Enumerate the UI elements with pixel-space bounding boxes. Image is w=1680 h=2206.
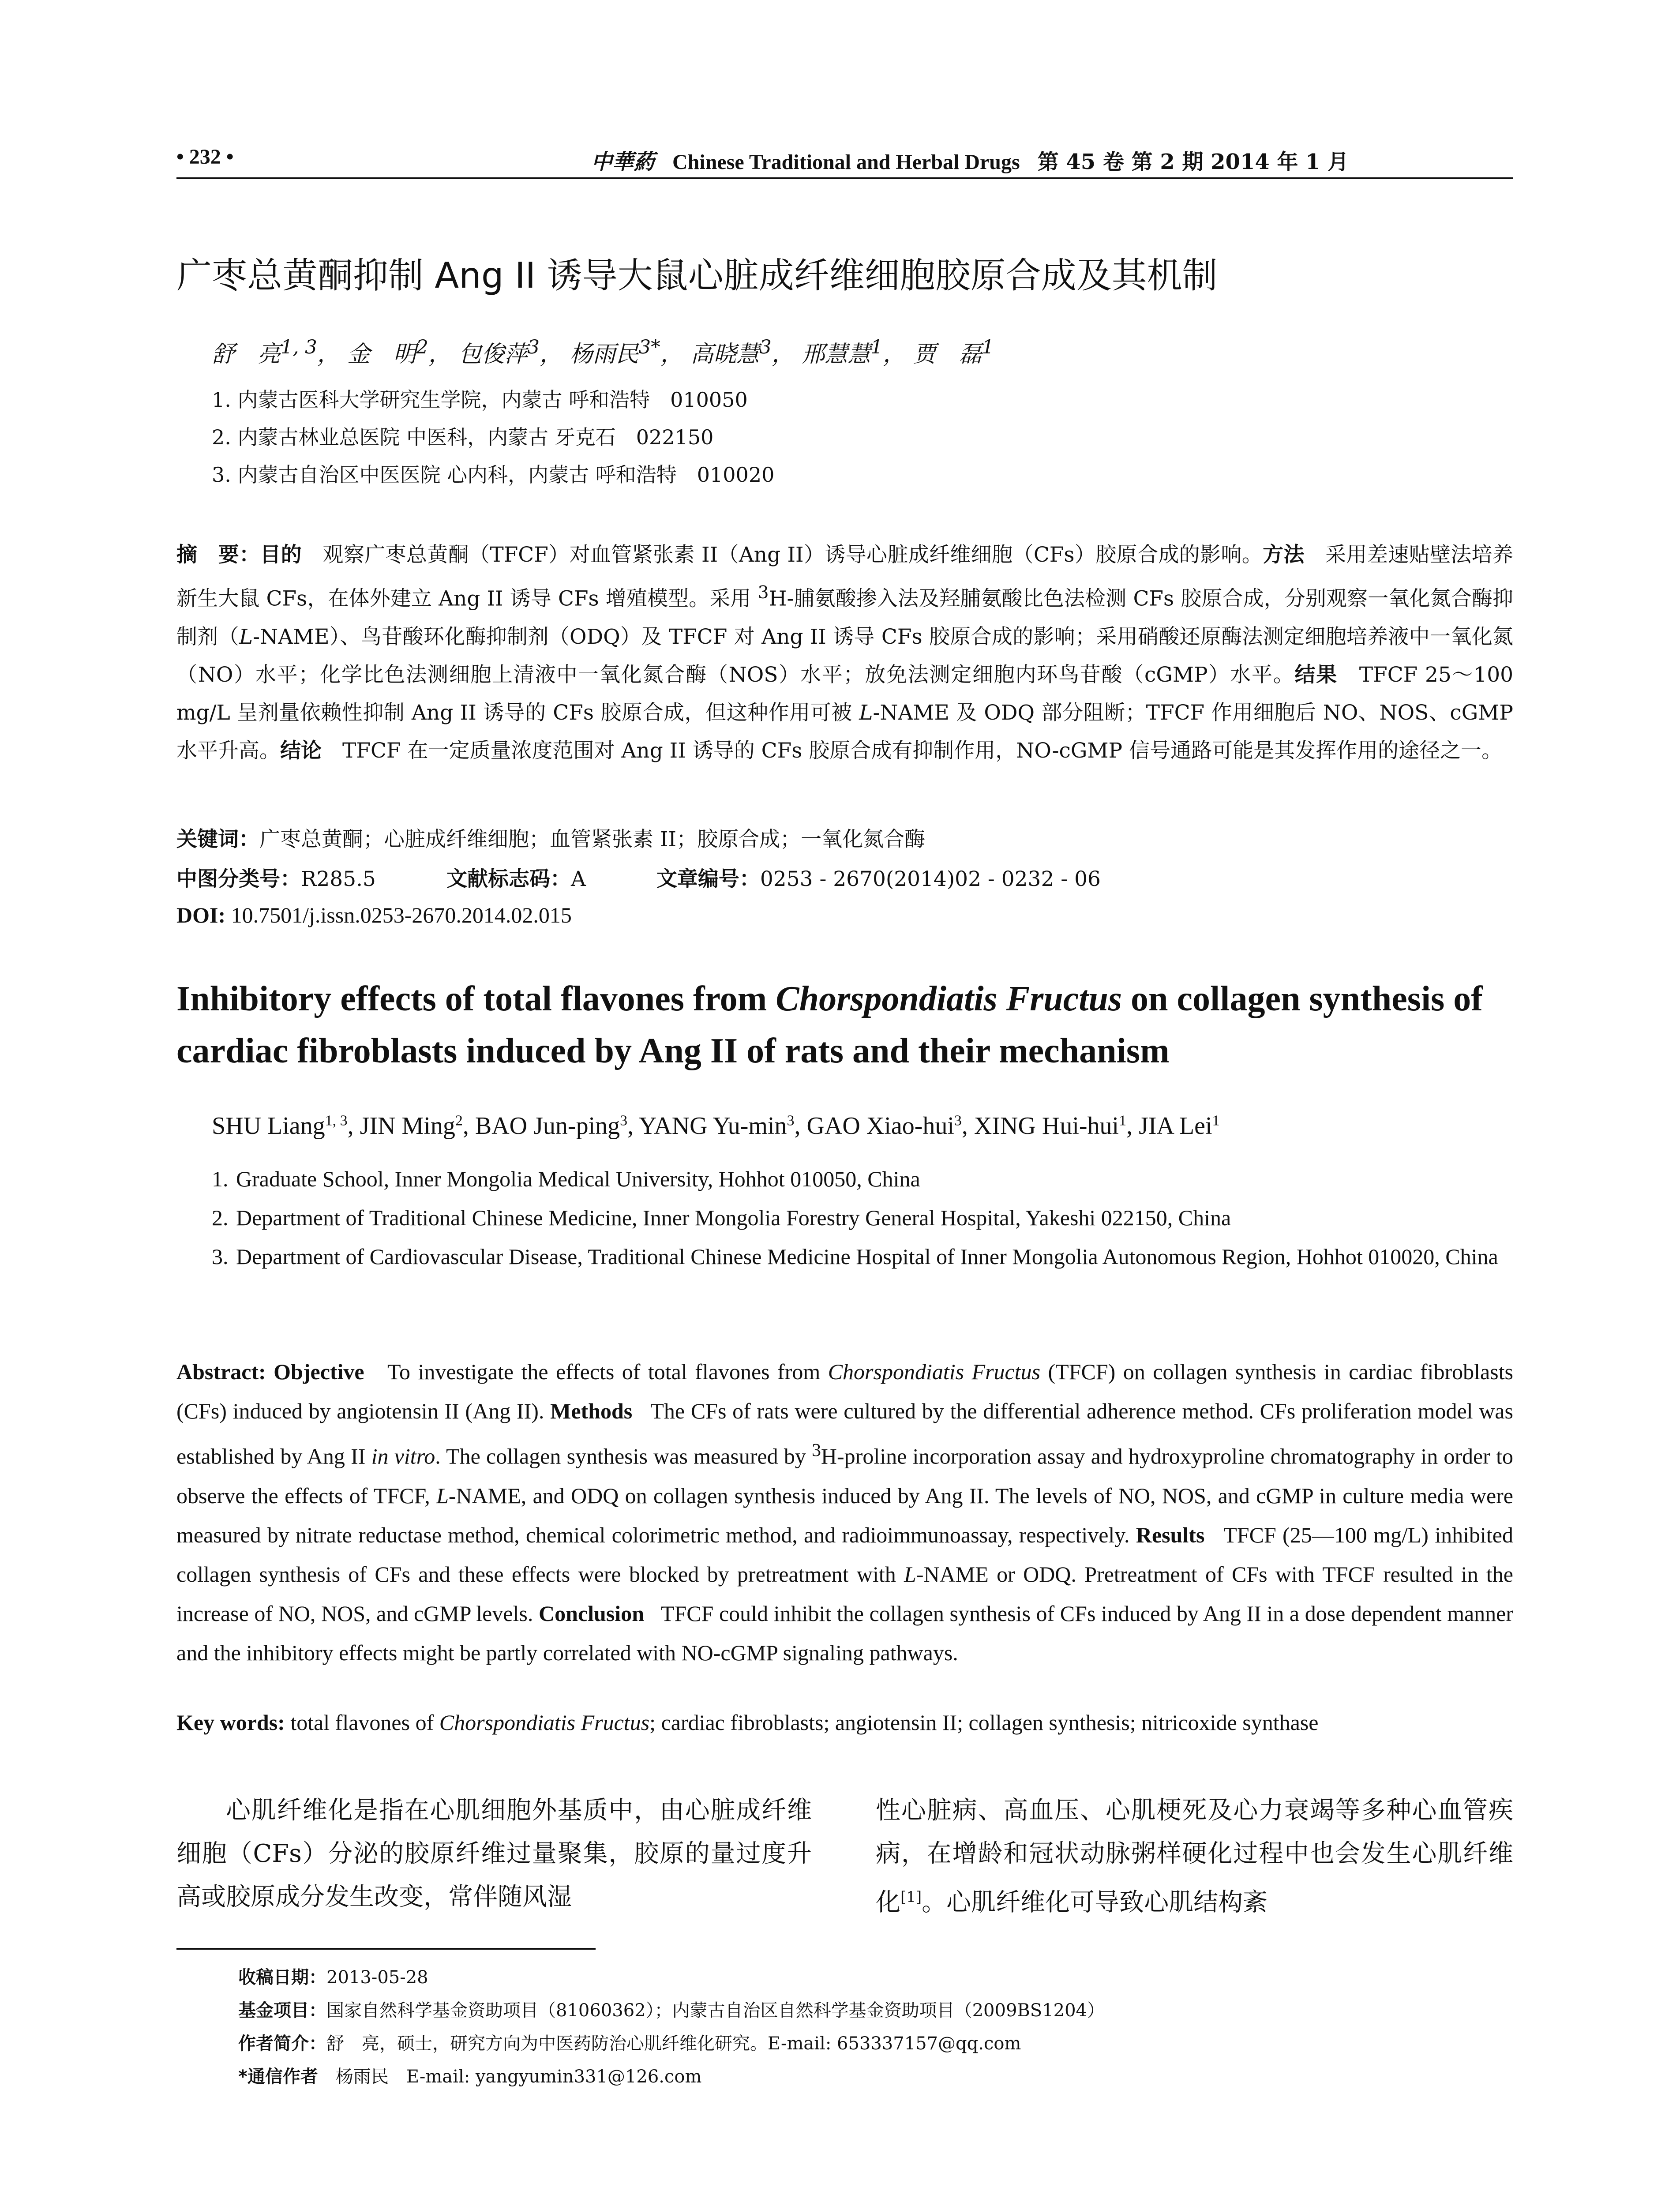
cn-author: 包俊萍 (458, 341, 528, 368)
en-abstract-italic: in vitro (371, 1444, 435, 1469)
cn-classification (176, 863, 1101, 892)
en-objective-label: Abstract: Objective (176, 1359, 364, 1384)
footnote-label: 基金项目： (238, 2000, 326, 2021)
cn-author-sup: 1 (870, 336, 883, 359)
en-author: JIA Lei (1139, 1112, 1212, 1140)
en-results-label: Results (1136, 1522, 1205, 1547)
cn-keywords (176, 823, 925, 852)
cn-methods-text: 采用差速贴壁法培养新生大鼠 CFs，在体外建立 Ang II 诱导 CFs 增殖模型。采用 (176, 543, 1514, 611)
cn-abstract (176, 536, 1513, 770)
en-conclusion-label: Conclusion (539, 1601, 644, 1626)
cn-author-sup: 3 (759, 336, 772, 359)
cn-author: 贾 磊 (913, 341, 982, 368)
footnote-corresponding (238, 2063, 701, 2088)
affil-number: 2. (212, 1205, 229, 1230)
footnote-text: 2013-05-28 (326, 1967, 428, 1988)
en-keywords-text: total flavones of (285, 1710, 439, 1735)
en-abstract-text: (TFCF) on collagen synthesis in cardiac fibroblasts (CFs) induced by angiotensin II (Ang II). (176, 1359, 1513, 1423)
cn-author-sup: 3* (638, 336, 660, 359)
en-methods-label: Methods (550, 1399, 633, 1423)
en-title (176, 973, 1544, 1077)
en-authors: SHU Liang$^{1, 3}$, JIN Ming$^2$, BAO Jun-ping$^3$, YANG $Yu-\min^3$, GAO Xiao-hui$^3$, XING Hui-hui$^1$, JIA Lei$^1$ (212, 1112, 1220, 1140)
en-abstract-text: -NAME or ODQ. Pretreatment of CFs with TFCF resulted in the increase of NO, NOS, and cGMP levels. (176, 1561, 1513, 1626)
en-author-sup: 3 (620, 1112, 628, 1129)
en-abstract-sup: 3 (812, 1440, 821, 1460)
en-abstract-italic: L (904, 1561, 916, 1587)
footnote-label: 作者简介： (238, 2033, 326, 2054)
footnote-rule (176, 1948, 596, 1950)
affil-number: 1. (212, 1167, 229, 1191)
cn-results-text: TFCF 25～100 mg/L 呈剂量依赖性抑制 Ang II 诱导的 CFs 胶原合成，但这种作用可被 (176, 662, 1514, 725)
footnote-author (238, 2030, 1021, 2055)
body-column-left: 心肌纤维化是指在心肌细胞外基质中，由心脏成纤维细胞（CFs）分泌的胶原纤维过量聚集，胶原的量过度升高或胶原成分发生改变，常伴随风湿 (176, 1796, 812, 1911)
en-abstract-text: The CFs of rats were cultured by the differential adherence method. CFs proliferation model was established by Ang II (176, 1399, 1513, 1469)
en-keywords-label: Key words: (176, 1710, 285, 1735)
cn-results-label: 结果 (1294, 662, 1338, 687)
cn-abstract-label: 摘 要： (176, 543, 260, 567)
cn-author: 邢慧慧 (802, 341, 871, 368)
journal-logo: 中華葯 (591, 150, 655, 174)
footnote-fund (238, 1996, 1105, 2022)
en-abstract (176, 1352, 1513, 1673)
affil-text: Department of Traditional Chinese Medicine, Inner Mongolia Forestry General Hospital, Yakeshi 022150, China (236, 1205, 1231, 1230)
body-column-right (876, 1789, 1513, 1925)
article-no-value: 0253 - 2670(2014)02 - 0232 - 06 (760, 867, 1101, 891)
cn-author-sup: 1 (982, 336, 994, 359)
en-title-text: Inhibitory effects of total flavones from (176, 979, 776, 1018)
cn-results-text: -NAME 及 ODQ 部分阻断；TFCF 作用细胞后 NO、NOS、cGMP 水平升高。 (176, 700, 1513, 763)
en-abstract-text: TFCF (25—100 mg/L) inhibited collagen synthesis of CFs and these effects were blocked by pretreatment with (176, 1522, 1513, 1587)
footnote-label: 收稿日期： (238, 1967, 326, 1988)
en-title-italic: Chorspondiatis Fructus (776, 979, 1122, 1018)
cn-methods-text: -NAME）、鸟苷酸环化酶抑制剂（ODQ）及 TFCF 对 Ang II 诱导 CFs 胶原合成的影响；采用硝酸还原酶法测定细胞培养液中一氧化氮（NO）水平；化学比色法测细胞上清液中一氧化氮合酶（NOS）水平；放免法测定细胞内环鸟苷酸（cGMP）水平。 (176, 624, 1514, 687)
cn-lname: L (859, 700, 873, 725)
footnote-text: 舒 亮，硕士，研究方向为中医药防治心肌纤维化研究。E-mail: 653337157@qq.com (326, 2033, 1021, 2054)
footnote-received (238, 1963, 428, 1988)
en-keywords-italic: Chorspondiatis Fructus (439, 1710, 650, 1735)
en-abstract-italic: L (436, 1483, 449, 1508)
cn-author-sup: 1, 3 (281, 336, 317, 359)
cn-affiliation-1: 1. 内蒙古医科大学研究生学院，内蒙古 呼和浩特 010050 (212, 388, 748, 412)
journal-name: Chinese Traditional and Herbal Drugs (672, 150, 1020, 174)
header-rule (176, 177, 1513, 179)
en-keywords-text: ; cardiac fibroblasts; angiotensin II; collagen synthesis; nitricoxide synthase (649, 1710, 1319, 1735)
cn-author: 舒 亮 (212, 341, 281, 368)
en-abstract-italic: Chorspondiatis Fructus (828, 1359, 1041, 1384)
running-header (176, 140, 1513, 176)
doi-label: DOI: (176, 903, 226, 927)
cn-authors: 舒 亮$^{1, 3}$， 金 明$^2$， 包俊萍$^3$， 杨雨民$^{3*}$， 高晓慧$^3$， 邢慧慧$^1$， 贾 磊$^1$ (212, 336, 994, 368)
en-abstract-text: -NAME, and ODQ on collagen synthesis induced by Ang II. The levels of NO, NOS, and cGMP in culture media were measured by nitrate reductase method, chemical colorimetric method, and radioimmunoassay, respectively. (176, 1483, 1514, 1547)
en-author-sup: 3 (954, 1112, 962, 1129)
en-abstract-text: To investigate the effects of total flavones from (387, 1359, 828, 1384)
journal-issue: 第 45 卷 第 2 期 2014 年 1 月 (1037, 150, 1349, 174)
affil-text: Department of Cardiovascular Disease, Traditional Chinese Medicine Hospital of Inner Mongolia Autonomous Region, Hohhot 010020, China (236, 1244, 1498, 1269)
body-text: 性心脏病、高血压、心肌梗死及心力衰竭等多种心血管疾病，在增龄和冠状动脉粥样硬化过程中也会发生心肌纤维化 (876, 1796, 1513, 1917)
cn-title: 广枣总黄酮抑制 Ang II 诱导大鼠心脏成纤维细胞胶原合成及其机制 (176, 255, 1218, 296)
cn-affiliation-3: 3. 内蒙古自治区中医医院 心内科，内蒙古 呼和浩特 010020 (212, 463, 775, 487)
cn-methods-text: H-脯氨酸掺入法及羟脯氨酸比色法检测 CFs 胶原合成，分别观察一氧化氮合酶抑制剂（ (176, 586, 1513, 649)
cn-affiliation-2: 2. 内蒙古林业总医院 中医科，内蒙古 牙克石 022150 (212, 425, 714, 449)
cn-author: 高晓慧 (690, 341, 760, 368)
en-abstract-text: H-proline incorporation assay and hydroxyproline chromatography in order to observe the effects of TFCF, (176, 1444, 1513, 1508)
en-author: YANG Yu-min (639, 1112, 787, 1140)
en-author-sup: 2 (455, 1112, 463, 1129)
body-text: 。心肌纤维化可导致心肌结构紊 (922, 1888, 1268, 1917)
en-keywords (176, 1710, 1544, 1735)
en-affiliation-1 (212, 1160, 1513, 1197)
en-abstract-text: TFCF could inhibit the collagen synthesis of CFs induced by Ang II in a dose dependent manner and the inhibitory effects might be partly correlated with NO-cGMP signaling pathways. (176, 1601, 1514, 1665)
doc-code-label: 文献标志码： (446, 867, 571, 891)
clc-label: 中图分类号： (176, 867, 301, 891)
cn-methods-label: 方法 (1263, 543, 1305, 567)
cn-author-sup: 3 (527, 336, 540, 359)
cn-author-sup: 2 (416, 336, 428, 359)
cn-author: 杨雨民 (570, 341, 639, 368)
affil-number: 3. (212, 1244, 229, 1269)
en-author: GAO Xiao-hui (806, 1112, 954, 1140)
page-number: • 232 • (176, 145, 234, 169)
en-abstract-text: . The collagen synthesis was measured by (435, 1444, 812, 1469)
cn-lname: L (239, 624, 253, 649)
journal-line (591, 145, 1349, 175)
en-author: XING Hui-hui (974, 1112, 1119, 1140)
doi-value: 10.7501/j.issn.0253-2670.2014.02.015 (231, 903, 572, 927)
en-affiliation-3 (212, 1238, 1513, 1275)
en-affiliation-2 (212, 1199, 1513, 1236)
citation-ref[interactable]: [1] (900, 1888, 922, 1906)
en-author-sup: 1, 3 (325, 1112, 348, 1129)
affil-text: Graduate School, Inner Mongolia Medical University, Hohhot 010050, China (236, 1167, 920, 1191)
footnote-text: 杨雨民 E-mail: yangyumin331@126.com (335, 2067, 702, 2087)
en-author: JIN Ming (360, 1112, 455, 1140)
cn-author: 金 明 (347, 341, 416, 368)
cn-methods-sup: 3 (758, 583, 769, 603)
cn-keywords-text: 广枣总黄酮；心脏成纤维细胞；血管紧张素 II；胶原合成；一氧化氮合酶 (259, 827, 926, 852)
en-author: BAO Jun-ping (475, 1112, 620, 1140)
en-title-text: on collagen synthesis of cardiac fibroblasts induced by Ang II of rats and their mechanism (176, 979, 1483, 1070)
doi-line (176, 902, 572, 928)
en-author-sup: 1 (1119, 1112, 1127, 1129)
cn-conclusion-text: TFCF 在一定质量浓度范围对 Ang II 诱导的 CFs 胶原合成有抑制作用，NO-cGMP 信号通路可能是其发挥作用的途径之一。 (342, 738, 1503, 763)
footnote-text: 国家自然科学基金资助项目（81060362）；内蒙古自治区自然科学基金资助项目（2009BS1204） (326, 2000, 1105, 2021)
doc-code-value: A (570, 867, 586, 891)
en-author-sup: 1 (1212, 1112, 1220, 1129)
clc-value: R285.5 (301, 867, 376, 891)
cn-objective-text: 观察广枣总黄酮（TFCF）对血管紧张素 II（Ang II）诱导心脏成纤维细胞（CFs）胶原合成的影响。 (322, 543, 1263, 567)
cn-conclusion-label: 结论 (280, 738, 322, 763)
en-author-sup: 3 (787, 1112, 795, 1129)
article-no-label: 文章编号： (656, 867, 760, 891)
footnote-label: *通信作者 (238, 2067, 336, 2087)
en-author: SHU Liang (212, 1112, 325, 1140)
cn-keywords-label: 关键词： (176, 827, 259, 852)
cn-objective-label: 目的 (260, 543, 302, 567)
